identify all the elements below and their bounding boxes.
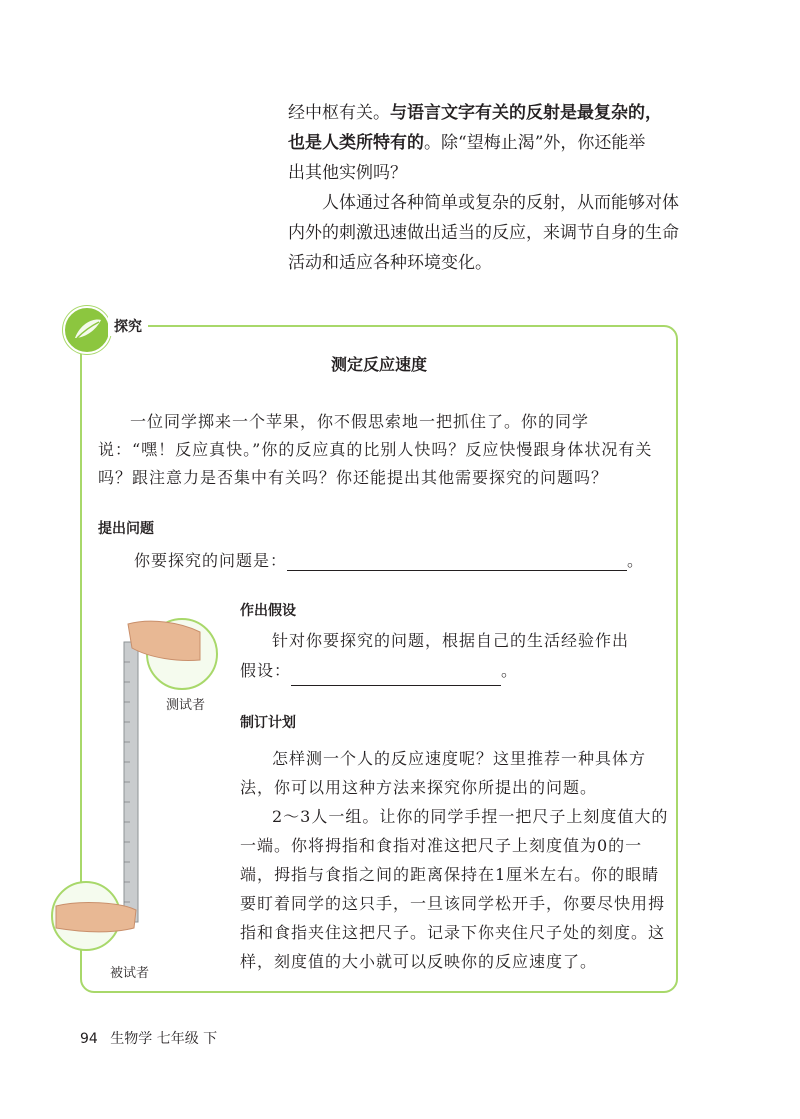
question-heading: 提出问题 — [98, 521, 154, 537]
leaf-icon — [63, 306, 111, 354]
inquiry-label: 探究 — [108, 316, 148, 336]
scenario-text: 一位同学掷来一个苹果，你不假思索地一把抓住了。你的同学说：“嘿！反应真快。”你的反应真的比别人快吗？反应快慢跟身体状况有关吗？跟注意力是否集中有关吗？你还能提出其他需要探究的问题吗？ — [98, 412, 653, 487]
hypothesis-text: 针对你要探究的问题，根据自己的生活经验作出 假设： 。 — [240, 626, 670, 686]
plan-paragraph-2: 2～3人一组。让你的同学手捏一把尺子上刻度值大的一端。你将拇指和食指对准这把尺子上刻度值为0的一端，拇指与食指之间的距离保持在1厘米左右。你的眼睛要盯着同学的这只手，一旦该同学松开手，你要尽快用拇指和食指夹住这把尺子。记录下你夹住尺子处的刻度。这样，刻度值的大小就可以反映你的反应速度了。 — [240, 807, 669, 971]
plan-heading: 制订计划 — [240, 715, 296, 731]
intro-text — [288, 98, 688, 278]
intro-paragraph-2: 人体通过各种简单或复杂的反射，从而能够对体内外的刺激迅速做出适当的反应，来调节自身的生命活动和适应各种环境变化。 — [288, 193, 679, 273]
inquiry-title: 测定反应速度 — [330, 355, 427, 374]
question-fill-row: 你要探究的问题是： 。 — [134, 551, 645, 570]
ruler-figure — [50, 612, 230, 972]
hypothesis-blank-line[interactable] — [291, 667, 501, 686]
page-footer — [80, 1028, 225, 1048]
intro-line-3: 出其他实例吗？ — [288, 163, 407, 183]
plan-paragraph-1: 怎样测一个人的反应速度呢？这里推荐一种具体方法，你可以用这种方法来探究你所提出的问题。 — [240, 749, 647, 797]
intro-line-1: 经中枢有关。与语言文字有关的反射是最复杂的， — [288, 103, 662, 123]
book-title: 生物学 七年级 下 — [110, 1031, 218, 1047]
hypothesis-fill-row: 假设： 。 — [240, 656, 670, 686]
tester-caption: 测试者 — [166, 698, 206, 713]
hypothesis-heading: 作出假设 — [240, 603, 296, 619]
intro-line-2: 也是人类所特有的。除“望梅止渴”外，你还能举 — [288, 133, 646, 153]
page-number: 94 — [80, 1031, 98, 1047]
plan-text — [240, 744, 670, 976]
question-blank-line[interactable] — [287, 552, 627, 571]
subject-caption: 被试者 — [110, 966, 150, 981]
